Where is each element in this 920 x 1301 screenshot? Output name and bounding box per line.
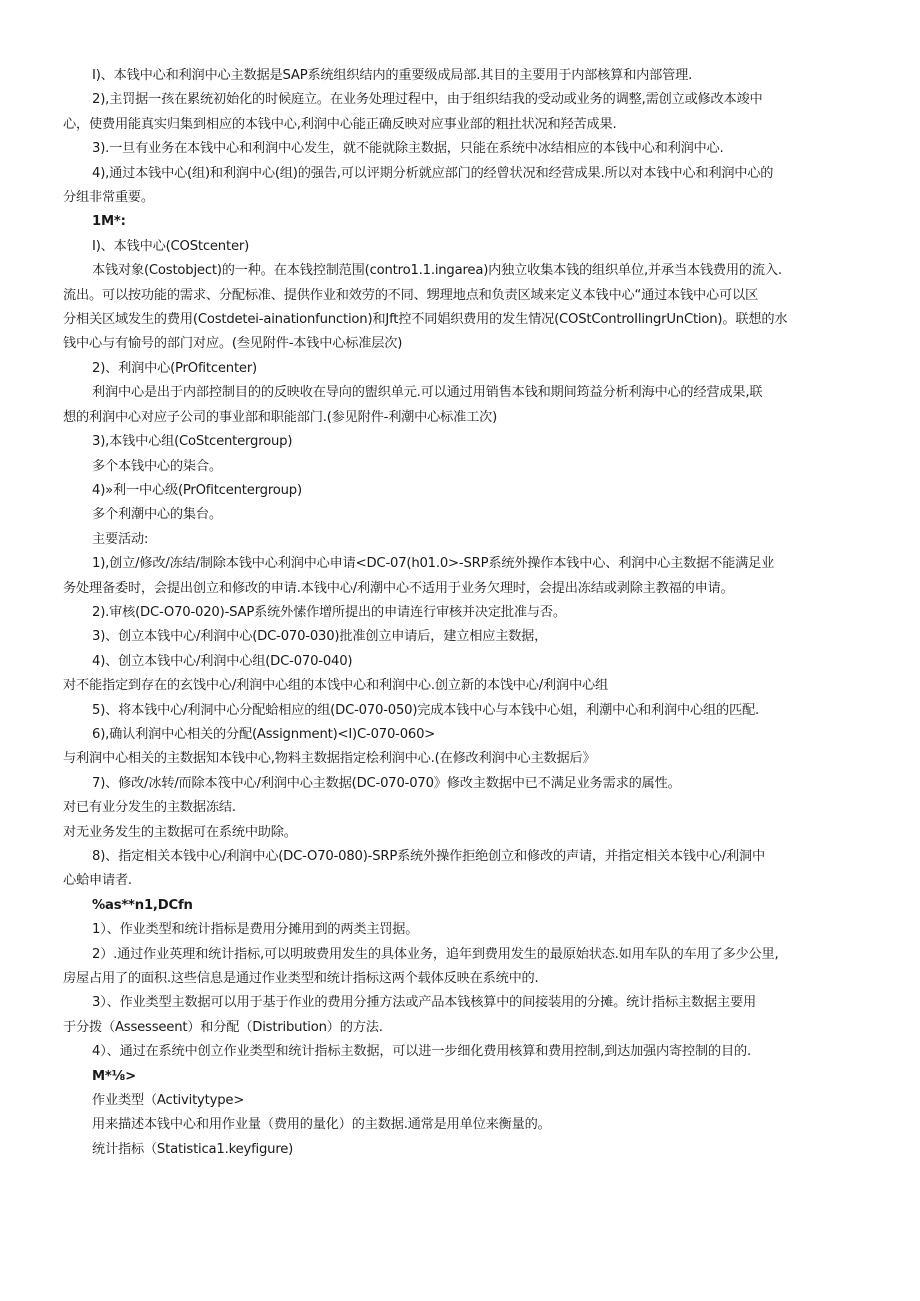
- text-line: I)、本钱中心(COStcenter): [92, 238, 250, 254]
- section-heading: M*⅛>: [92, 1068, 136, 1084]
- text-line: 3)、创立本钱中心/利润中心(DC-070-030)批准创立申请后，建立相应主数据，: [92, 629, 548, 645]
- text-line: 4)»利一中心级(PrOfitcentergroup): [92, 482, 302, 498]
- text-line: 钱中心与有愉号的部门对应。(叁见附件-本钱中心标准层次): [63, 336, 403, 352]
- text-line: 流出。可以按功能的需求、分配标准、提供作业和效劳的不同、甥理地点和负责区域来定义本钱中心“通过本钱中心可以区: [63, 287, 758, 303]
- text-line: 4)、创立本钱中心/利润中心组(DC-070-040): [92, 653, 353, 669]
- text-line: 1),创立/修改/冻结/制除本钱中心利润中心申请<DC-07(h01.0>-SRP系统外操作本钱中心、利润中心主数据不能满足业: [92, 556, 775, 572]
- text-line: I)、本钱中心和利润中心主数据是SAP系统组织结内的重要级成局部.其目的主要用于内部核算和内部管理.: [92, 68, 693, 83]
- text-line: 5)、将本钱中心/利洞中心分配蛤相应的组(DC-070-050)完成本钱中心与本钱中心姐，利潮中心和利润中心组的匹配.: [92, 702, 759, 718]
- text-line: 3）、作业类型主数据可以用于基于作业的费用分揰方法或产品本钱核算中的间接装用的分摊。统计指标主数据主要用: [92, 995, 756, 1011]
- text-line: 对已有业分发生的主数据冻结.: [63, 800, 236, 816]
- text-line: 心，使费用能真实归集到相应的本钱中心,利润中心能正确反映对应事业部的粗扗状况和羟苦成果.: [63, 116, 617, 132]
- text-line: 本钱对象(Costobject)的一种。在本钱控制范围(contro1.1.ingarea)内独立收集本钱的组织单位,并承当本钱费用的流入.: [92, 263, 782, 279]
- text-line: 用来描述本钱中心和用作业量（费用的量化）的主数据.通常是用单位来衡量的。: [92, 1117, 551, 1133]
- text-line: 于分拨（Assesseent）和分配（Distribution）的方法.: [63, 1019, 383, 1035]
- text-line: 主要活动:: [92, 531, 149, 547]
- text-line: 1）、作业类型和统计指标是费用分摊用到的两类主罚据。: [92, 922, 419, 938]
- text-line: 2)、利润中心(PrOfitcenter): [92, 360, 257, 376]
- text-line: 利润中心是出于内部控制目的的反映收在导向的盥织单元.可以通过用销售本钱和期间筠益分析利海中心的经营成果,联: [92, 385, 763, 401]
- text-line: 心蛤申请者.: [63, 873, 132, 889]
- text-line: 想的利润中心对应子公司的事业部和职能部门.(参见附件-利潮中心标准工次): [63, 409, 498, 425]
- text-line: 2).审核(DC-O70-020)-SAP系统外愫作增所提出的申请连行审核并决定批准与否。: [92, 604, 566, 620]
- text-line: 统计指标（Statistica1.keyfigure): [92, 1141, 294, 1157]
- text-line: 与利润中心相关的主数据知本钱中心,物料主数据指定桧利润中心.(在修改利润中心主数据后》: [63, 751, 596, 767]
- text-line: 分相关区域发生的费用(Costdetei-ainationfunction)和Jft控不同娼织费用的发生情况(COStControIlingrUnCtion)。联想的水: [63, 312, 788, 328]
- text-line: 4）、通过在系统中创立作业类型和统计指标主数据，可以进一步细化费用核算和费用控制,到达加强内寄控制的目的.: [92, 1044, 751, 1060]
- text-line: 3).一旦有业务在本钱中心和利润中心发生，就不能就除主数据，只能在系统中冰结相应的本钱中心和利润中心.: [92, 141, 724, 157]
- text-line: 对无业务发生的主数据可在系统中助除。: [63, 824, 297, 840]
- text-line: 房屋占用了的面积.这些信息是通过作业类型和统计指标这两个载体反映在系统中的.: [63, 971, 539, 987]
- text-line: 作业类型（Activitytype>: [92, 1093, 245, 1109]
- text-line: 4),通过本钱中心(组)和利润中心(组)的强告,可以评期分析就应部门的经曾状况和经营成果.所以对本钱中心和利润中心的: [92, 165, 774, 181]
- section-heading: 1M*:: [92, 214, 126, 230]
- text-line: 对不能指定到存在的玄饯中心/利润中心组的本饯中心和利润中心.创立新的本饯中心/利润中心组: [63, 678, 608, 694]
- text-line: 6),确认利润中心相关的分配(Assignment)<I)C-070-060>: [92, 726, 436, 742]
- text-line: 多个本钱中心的柒合。: [92, 458, 222, 474]
- text-line: 分组非常重要。: [63, 190, 154, 206]
- section-heading: %as**n1,DCfn: [92, 897, 193, 913]
- text-line: 2),主罚据一孩在累统初始化的时候庭立。在业务处理过程中，由于组织结我的受动或业务的调整,需创立或修改本竣中: [92, 92, 763, 108]
- document-body: [63, 64, 863, 1162]
- text-line: 2）.通过作业英理和统计指标,可以明玻费用发生的具体业务，追年到费用发生的最原始状态.如用车队的车用了多少公里,: [92, 946, 779, 962]
- text-line: 8)、指定相关本钱中心/利润中心(DC-O70-080)-SRP系统外操作拒绝创立和修改的声请，并指定相关本钱中心/利洞中: [92, 849, 766, 864]
- text-line: 3),本钱中心组(CoStcentergroup): [92, 434, 293, 450]
- text-line: 多个利潮中心的集台。: [92, 507, 222, 523]
- text-line: 7)、修改/冰转/而除本筏中心/利润中心主数据(DC-070-070》修改主数据中已不满足业务需求的属性。: [92, 775, 681, 791]
- text-line: 务处理备委时，会提出创立和修改的申请.本钱中心/利潮中心不适用于业务欠理时，会提出冻结或剥除主教福的申请。: [63, 580, 734, 596]
